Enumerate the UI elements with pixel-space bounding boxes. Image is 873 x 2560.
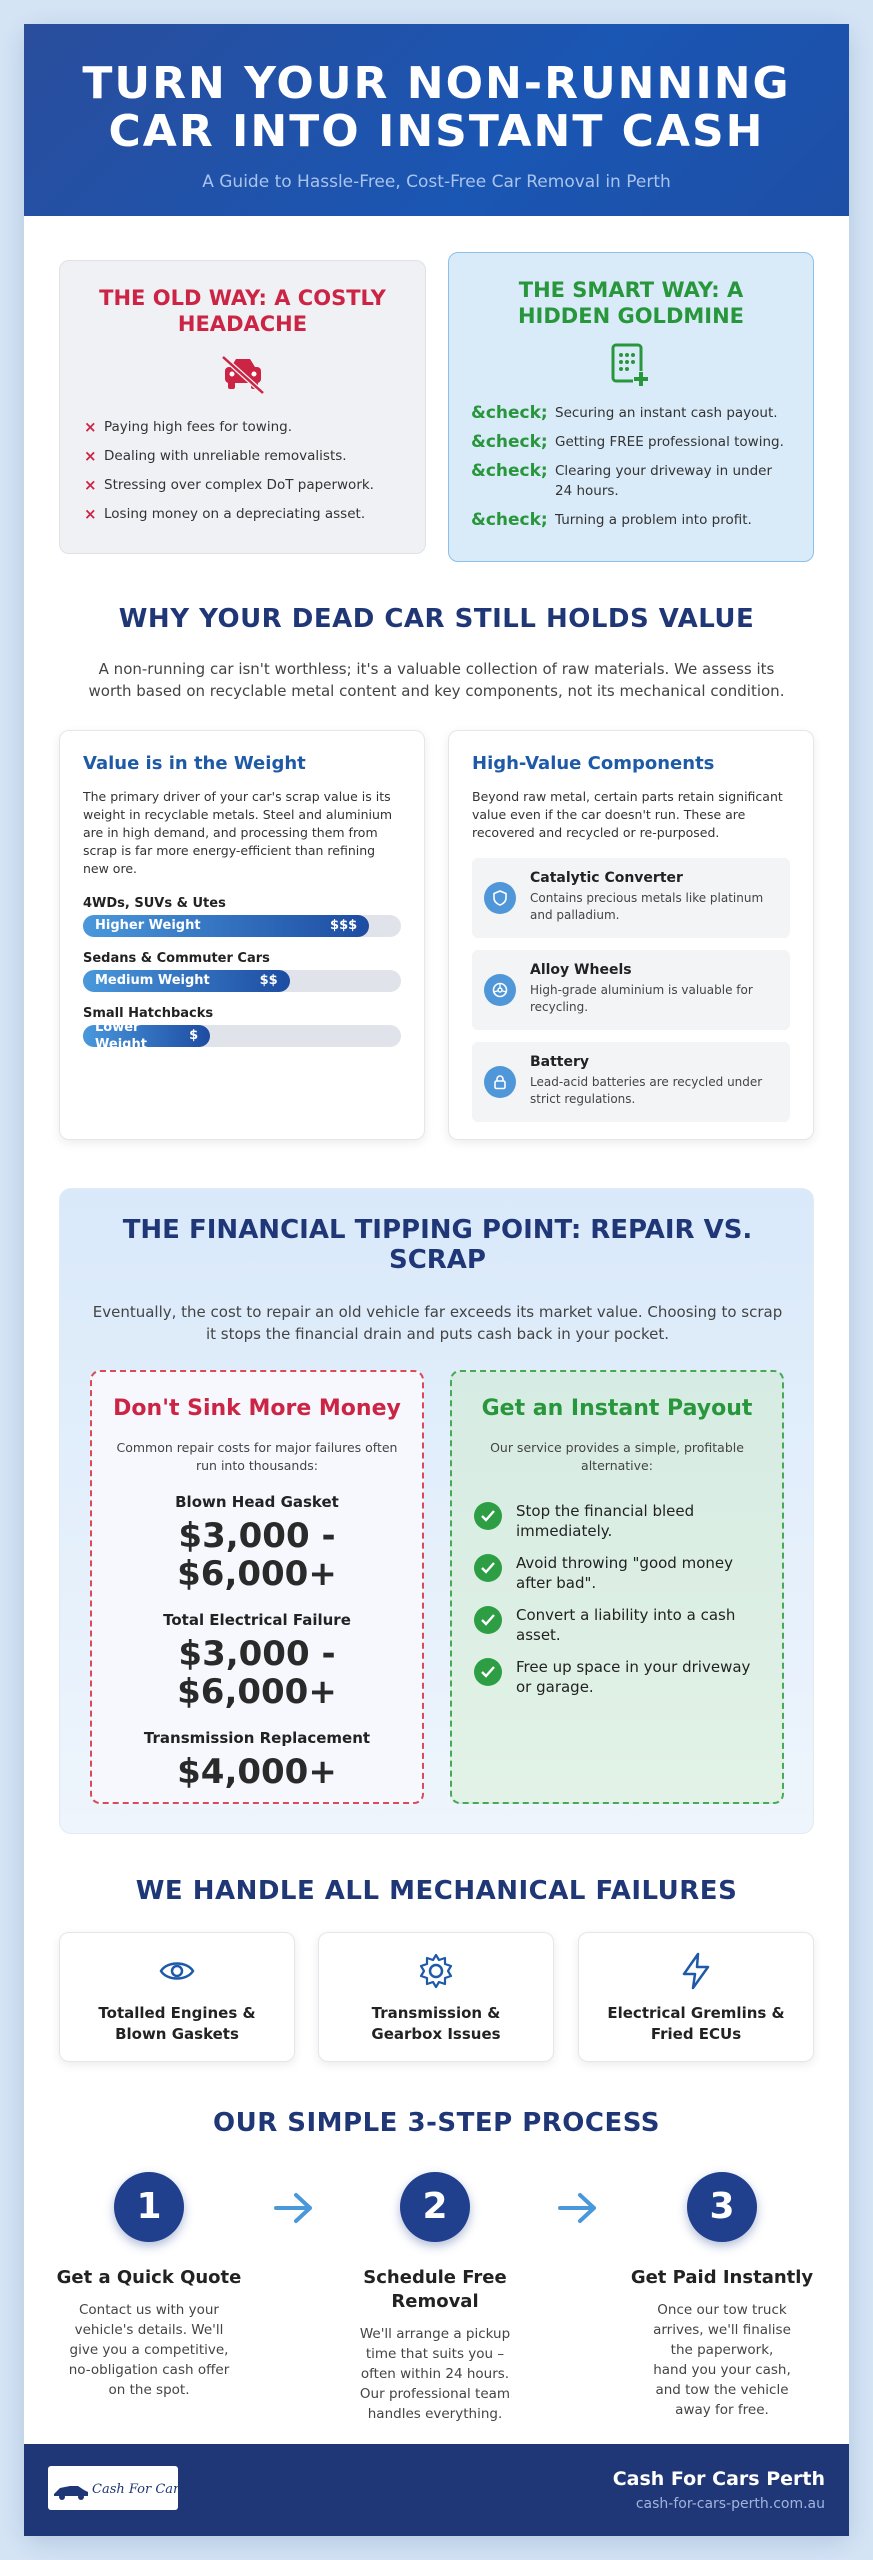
step-number: 1 [114,2172,184,2242]
broken-car-icon [219,351,267,399]
list-item: Avoid throwing "good money after bad". [474,1553,764,1593]
logo[interactable] [48,2466,226,2510]
cost-value: $3,000 - $6,000+ [177,1634,337,1712]
hero-header [24,24,849,216]
step-text: Contact us with your vehicle's details. We'll give you a competitive, no-obligation cash offer on the spot. [68,2302,230,2398]
weight-card [59,730,425,1140]
failure-card: Totalled Engines & Blown Gaskets [59,1932,295,2062]
components-card [448,730,814,1140]
list-item: × Stressing over complex DoT paperwork. [84,476,374,494]
instant-payout-title: Get an Instant Payout [481,1396,753,1421]
old-way-card [59,260,426,554]
failure-card: Electrical Gremlins & Fried ECUs [578,1932,814,2062]
value-section-title: WHY YOUR DEAD CAR STILL HOLDS VALUE [118,604,755,634]
components-card-title: High-Value Components [472,753,715,774]
weight-card-text: The primary driver of your car's scrap value is its weight in recyclable metals. Steel and aluminium are in high demand, and processing them from scrap is far more energy-efficient than refining new ore. [83,789,393,876]
cost-name: Transmission Replacement [143,1729,371,1747]
old-way-title: THE OLD WAY: A COSTLY HEADACHE [99,286,386,336]
process-title: OUR SIMPLE 3-STEP PROCESS [212,2108,660,2138]
list-item: Stop the financial bleed immediately. [474,1501,764,1541]
weight-bar-track [83,970,401,992]
car-logo-icon [48,2466,226,2510]
logo-text: Cash For Cars Perth [92,2482,226,2497]
footer [24,2444,849,2536]
step-number: 2 [400,2172,470,2242]
lock-icon [492,1074,508,1090]
smart-way-title: THE SMART WAY: A HIDDEN GOLDMINE [517,278,745,328]
weight-bar-fill: Medium Weight $$ [83,970,290,992]
old-way-list [84,417,401,524]
step-text: We'll arrange a pickup time that suits you – often within 24 hours. Our professional team handles everything. [359,2326,511,2422]
step-number: 3 [687,2172,757,2242]
cross-icon: × [84,476,97,494]
list-item: × Losing money on a depreciating asset. [84,505,366,523]
check-icon: &check; [471,510,548,530]
components-card-text: Beyond raw metal, certain parts retain significant value even if the car doesn't run. These are recovered and recycled or re-purposed. [472,789,783,840]
tipping-title: THE FINANCIAL TIPPING POINT: REPAIR VS. SCRAP [122,1215,753,1275]
failures-title: WE HANDLE ALL MECHANICAL FAILURES [135,1876,738,1906]
step-title: Get a Quick Quote [56,2267,242,2288]
footer-brand: Cash For Cars Perth [612,2468,825,2490]
arrow-right-icon [272,2190,316,2226]
step-text: Once our tow truck arrives, we'll finalise the paperwork, hand you your cash, and tow the vehicle away for free. [653,2302,791,2418]
cross-icon: × [84,418,97,436]
cost-name: Blown Head Gasket [175,1493,339,1511]
weight-card-title: Value is in the Weight [83,753,306,774]
cross-icon: × [84,505,97,523]
list-item: × Paying high fees for towing. [84,418,292,436]
weight-bar-track [83,1020,401,1052]
bar-label: Small Hatchbacks [83,1006,214,1021]
smart-way-list [471,403,791,530]
list-item: Convert a liability into a cash asset. [474,1605,764,1645]
list-item: &check; Getting FREE professional towing. [471,432,784,452]
hero-title: TURN YOUR NON-RUNNING CAR INTO INSTANT CASH [82,58,791,157]
calculator-plus-icon [607,341,655,389]
weight-bar-track [83,915,401,937]
arrow-right-icon [556,2190,600,2226]
cost-name: Total Electrical Failure [163,1611,351,1629]
bar-label: 4WDs, SUVs & Utes [83,896,226,911]
list-item: &check; Clearing your driveway in under 24 hours. [471,461,773,499]
shield-icon [492,890,508,906]
check-icon [481,1614,495,1626]
list-item: &check; Securing an instant cash payout. [471,403,778,423]
list-item: Free up space in your driveway or garage. [474,1657,764,1697]
check-icon: &check; [471,403,548,423]
infographic-page [24,24,849,2536]
component-item: Catalytic Converter Contains precious metals like platinum and palladium. [472,858,790,938]
cross-icon: × [84,447,97,465]
check-icon [481,1666,495,1678]
check-icon: &check; [471,432,548,452]
list-item: × Dealing with unreliable removalists. [84,447,347,465]
tipping-point-section [59,1188,814,1834]
process-step [49,2172,249,2400]
list-item: &check; Turning a problem into profit. [471,510,752,530]
lightning-icon [676,1951,716,1991]
component-item: Alloy Wheels High-grade aluminium is valuable for recycling. [472,950,790,1030]
wheel-icon [492,982,508,998]
payout-list [470,1501,764,1697]
failure-card: Transmission & Gearbox Issues [318,1932,554,2062]
component-item: Battery Lead-acid batteries are recycled under strict regulations. [472,1042,790,1122]
check-icon [481,1510,495,1522]
process-step [335,2172,535,2424]
process-step [622,2172,822,2420]
cost-value: $3,000 - $6,000+ [177,1516,337,1594]
eye-icon [157,1951,197,1991]
weight-bar-fill: Higher Weight $$$ [83,915,369,937]
footer-url[interactable]: cash-for-cars-perth.com.au [635,2496,825,2512]
gear-icon [416,1951,456,1991]
value-section-text: A non-running car isn't worthless; it's a valuable collection of raw materials. We assess its worth based on recyclable metal content and key components, not its mechanical condition. [88,660,785,700]
step-title: Get Paid Instantly [630,2267,814,2288]
comparison-section [59,252,814,582]
repair-costs-title: Don't Sink More Money [113,1396,401,1421]
instant-payout-box: Get an Instant Payout Our service provides a simple, profitable alternative: Stop the financial bleed immediately. Avoid throwing "good money after bad". Convert a liability into a cash asset. Free up space in your driveway or garage. [450,1370,784,1804]
hero-subtitle: A Guide to Hassle-Free, Cost-Free Car Removal in Perth [202,172,671,192]
smart-way-card [448,252,814,562]
repair-costs-box: Don't Sink More Money Common repair costs for major failures often run into thousands: Blown Head Gasket $3,000 - $6,000+ Total Electrical Failure $3,000 - $6,000+ Transmission Replacement $4,000+ [90,1370,424,1804]
weight-bar-fill: Lower Weight $ [83,1025,210,1047]
check-icon: &check; [471,461,548,481]
cost-value: $4,000+ [177,1752,337,1792]
tipping-text: Eventually, the cost to repair an old vehicle far exceeds its market value. Choosing to scrap it stops the financial drain and puts cash back in your pocket. [92,1303,783,1343]
check-icon [481,1562,495,1574]
step-title: Schedule Free Removal [363,2267,507,2312]
bar-label: Sedans & Commuter Cars [83,951,270,966]
